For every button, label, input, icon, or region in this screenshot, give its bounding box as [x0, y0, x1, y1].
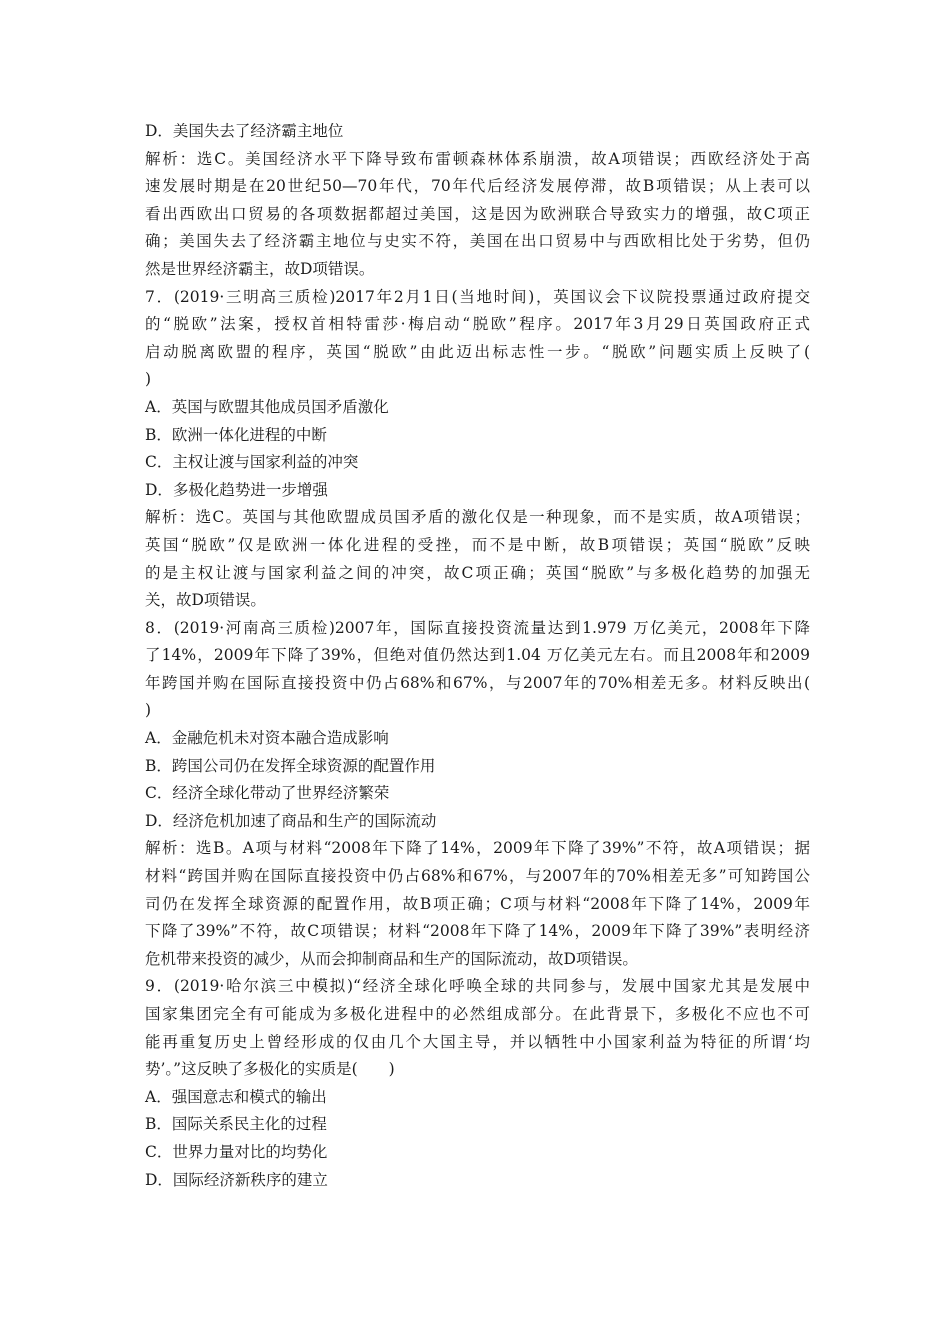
question-7-option-d: D．多极化趋势进一步增强 [145, 480, 328, 499]
question-8-stem: 了14%，2009年下降了39%，但绝对值仍然达到1.04 万亿美元左右。而且2008年和2009 [145, 646, 810, 665]
question-8-analysis: 解析：选B。A项与材料“2008年下降了14%，2009年下降了39%”不符，故A项错误；据 [145, 839, 810, 858]
question-8-stem: ) [145, 701, 152, 720]
question-7-analysis: 关，故D项错误。 [145, 591, 266, 610]
document-page [145, 118, 810, 1194]
question-8-analysis: 材料“跨国并购在国际直接投资中仍占68%和67%，与2007年的70%相差无多”可知跨国公 [145, 867, 810, 886]
question-8-analysis: 下降了39%”不符，故C项错误；材料“2008年下降了14%，2009年下降了39%”表明经济 [145, 922, 810, 941]
question-8-analysis: 司仍在发挥全球资源的配置作用，故B项正确；C项与材料“2008年下降了14%，2009年 [145, 894, 810, 913]
question-9-option-a: A．强国意志和模式的输出 [145, 1087, 327, 1106]
analysis-line: 看出西欧出口贸易的各项数据都超过美国，这是因为欧洲联合导致实力的增强，故C项正 [145, 204, 810, 223]
question-7-option-c: C．主权让渡与国家利益的冲突 [145, 453, 359, 472]
question-7-option-b: B．欧洲一体化进程的中断 [145, 425, 327, 444]
question-8-option-c: C．经济全球化带动了世界经济繁荣 [145, 784, 390, 803]
option-d-text: D．美国失去了经济霸主地位 [145, 122, 344, 140]
question-8-option-b: B．跨国公司仍在发挥全球资源的配置作用 [145, 756, 436, 775]
analysis-line: 然是世界经济霸主，故D项错误。 [145, 259, 375, 278]
question-8-stem: 年跨国并购在国际直接投资中仍占68%和67%，与2007年的70%相差无多。材料反映出( [145, 673, 810, 692]
question-7-stem: 启动脱离欧盟的程序，英国“脱欧”由此迈出标志性一步。“脱欧”问题实质上反映了( [145, 342, 810, 361]
question-7-stem: ) [145, 370, 152, 389]
question-8-option-d: D．经济危机加速了商品和生产的国际流动 [145, 811, 437, 830]
question-9-option-d: D．国际经济新秩序的建立 [145, 1170, 328, 1189]
question-7-option-a: A．英国与欧盟其他成员国矛盾激化 [145, 397, 389, 416]
question-7-analysis: 解析：选C。英国与其他欧盟成员国矛盾的激化仅是一种现象，而不是实质，故A项错误； [145, 508, 810, 527]
question-9-stem: 能再重复历史上曾经形成的仅由几个大国主导，并以牺牲中小国家利益为特征的所谓‘均 [145, 1032, 810, 1051]
question-9-stem: 9．(2019·哈尔滨三中模拟)“经济全球化呼唤全球的共同参与，发展中国家尤其是发展中 [145, 977, 810, 996]
question-9-option-b: B．国际关系民主化的过程 [145, 1115, 327, 1134]
question-7-analysis: 的是主权让渡与国家利益之间的冲突，故C项正确；英国“脱欧”与多极化趋势的加强无 [145, 563, 810, 582]
question-9-stem: 国家集团完全有可能成为多极化进程中的必然组成部分。在此背景下，多极化不应也不可 [145, 1005, 810, 1023]
question-8-option-a: A．金融危机未对资本融合造成影响 [145, 729, 389, 748]
question-7-stem: 的“脱欧”法案，授权首相特雷莎·梅启动“脱欧”程序。2017年3月29日英国政府正式 [145, 315, 810, 334]
question-8-stem: 8．(2019·河南高三质检)2007年，国际直接投资流量达到1.979 万亿美元，2008年下降 [145, 618, 810, 637]
analysis-line: 解析：选C。美国经济水平下降导致布雷顿森林体系崩溃，故A项错误；西欧经济处于高 [145, 149, 810, 168]
question-7-analysis: 英国“脱欧”仅是欧洲一体化进程的受挫，而不是中断，故B项错误；英国“脱欧”反映 [145, 535, 810, 554]
question-8-analysis: 危机带来投资的减少，从而会抑制商品和生产的国际流动，故D项错误。 [145, 949, 638, 968]
question-9-stem: 势’。”这反映了多极化的实质是( ) [145, 1060, 395, 1079]
question-7-stem: 7．(2019·三明高三质检)2017年2月1日(当地时间)，英国议会下议院投票通过政府提交 [145, 287, 810, 306]
analysis-line: 确；美国失去了经济霸主地位与史实不符，美国在出口贸易中与西欧相比处于劣势，但仍 [145, 232, 810, 251]
analysis-line: 速发展时期是在20世纪50—70年代，70年代后经济发展停滞，故B项错误；从上表可以 [145, 177, 810, 196]
question-9-option-c: C．世界力量对比的均势化 [145, 1142, 328, 1161]
